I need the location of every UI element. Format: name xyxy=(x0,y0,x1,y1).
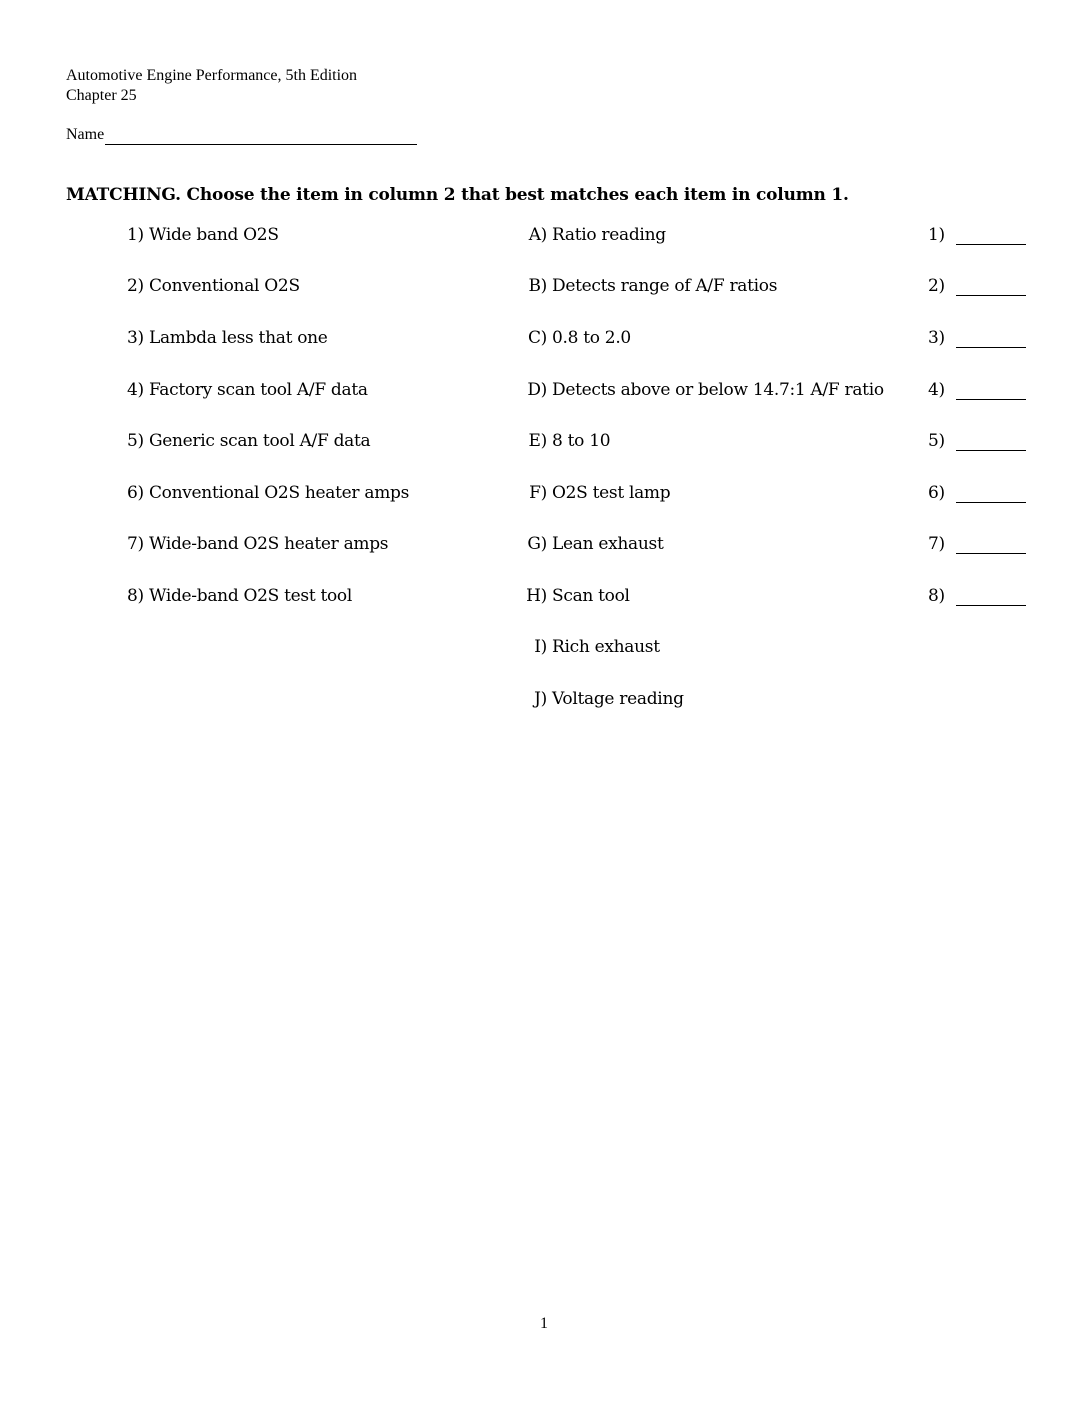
matching-instructions: MATCHING. Choose the item in column 2 that best matches each item in column 1. xyxy=(66,185,849,205)
page-number: 1 xyxy=(540,1315,548,1332)
choice-letter: H) xyxy=(526,586,547,606)
answer-number: 4) xyxy=(928,380,945,400)
choice-letter: F) xyxy=(529,483,547,503)
document-header xyxy=(66,66,357,106)
choice-letter: J) xyxy=(534,689,547,709)
choice-letter: D) xyxy=(527,380,547,400)
answer-blank[interactable] xyxy=(956,583,1026,606)
column2-item xyxy=(520,428,610,454)
answer-blank[interactable] xyxy=(956,325,1026,348)
column2-item xyxy=(520,273,777,299)
choice-letter: I) xyxy=(534,637,547,657)
column1-item: 2) Conventional O2S xyxy=(127,276,300,296)
answer-blank[interactable] xyxy=(956,377,1026,400)
answer-blank[interactable] xyxy=(956,428,1026,451)
chapter-label: Chapter 25 xyxy=(66,87,137,104)
choice-letter: G) xyxy=(527,534,547,554)
matching-row xyxy=(0,325,1088,351)
choice-text: Lean exhaust xyxy=(552,534,664,554)
column2-item xyxy=(520,377,884,403)
column2-item xyxy=(520,634,660,660)
choice-text: Voltage reading xyxy=(552,689,684,709)
answer-number: 6) xyxy=(928,483,945,503)
matching-row xyxy=(0,583,1088,609)
answer-number: 7) xyxy=(928,534,945,554)
column1-item: 1) Wide band O2S xyxy=(127,225,279,245)
column1-item: 4) Factory scan tool A/F data xyxy=(127,380,368,400)
book-title: Automotive Engine Performance, 5th Edition xyxy=(66,67,358,84)
answer-number: 2) xyxy=(928,276,945,296)
choice-letter: C) xyxy=(527,328,547,348)
choice-letter: A) xyxy=(528,225,547,245)
matching-row xyxy=(0,428,1088,454)
column2-item xyxy=(520,686,684,712)
matching-row xyxy=(0,273,1088,299)
choice-letter: E) xyxy=(528,431,547,451)
answer-blank[interactable] xyxy=(956,222,1026,245)
answer-number: 1) xyxy=(928,225,945,245)
matching-row xyxy=(0,377,1088,403)
choice-text: Detects above or below 14.7:1 A/F ratio xyxy=(552,380,884,400)
column1-item: 5) Generic scan tool A/F data xyxy=(127,431,371,451)
answer-blank[interactable] xyxy=(956,273,1026,296)
column2-item xyxy=(520,325,631,351)
choice-text: Detects range of A/F ratios xyxy=(552,276,778,296)
column1-item: 7) Wide-band O2S heater amps xyxy=(127,534,389,554)
name-label: Name xyxy=(66,126,105,143)
column1-item: 3) Lambda less that one xyxy=(127,328,328,348)
choice-text: 0.8 to 2.0 xyxy=(552,328,631,348)
matching-row xyxy=(0,531,1088,557)
column1-item: 8) Wide-band O2S test tool xyxy=(127,586,352,606)
choice-text: O2S test lamp xyxy=(552,483,671,503)
column2-item xyxy=(520,222,666,248)
column2-item xyxy=(520,480,670,506)
column2-item xyxy=(520,531,663,557)
choice-text: Rich exhaust xyxy=(552,637,660,657)
name-blank-line[interactable] xyxy=(105,127,417,145)
answer-blank[interactable] xyxy=(956,480,1026,503)
choice-text: Scan tool xyxy=(552,586,630,606)
choice-text: 8 to 10 xyxy=(552,431,611,451)
matching-row xyxy=(0,634,1088,660)
column2-item xyxy=(520,583,630,609)
answer-number: 3) xyxy=(928,328,945,348)
column1-item: 6) Conventional O2S heater amps xyxy=(127,483,410,503)
answer-number: 8) xyxy=(928,586,945,606)
matching-row xyxy=(0,686,1088,712)
matching-row xyxy=(0,480,1088,506)
matching-row xyxy=(0,222,1088,248)
choice-letter: B) xyxy=(528,276,547,296)
answer-number: 5) xyxy=(928,431,945,451)
choice-text: Ratio reading xyxy=(552,225,666,245)
answer-blank[interactable] xyxy=(956,531,1026,554)
name-field-row xyxy=(66,125,417,145)
